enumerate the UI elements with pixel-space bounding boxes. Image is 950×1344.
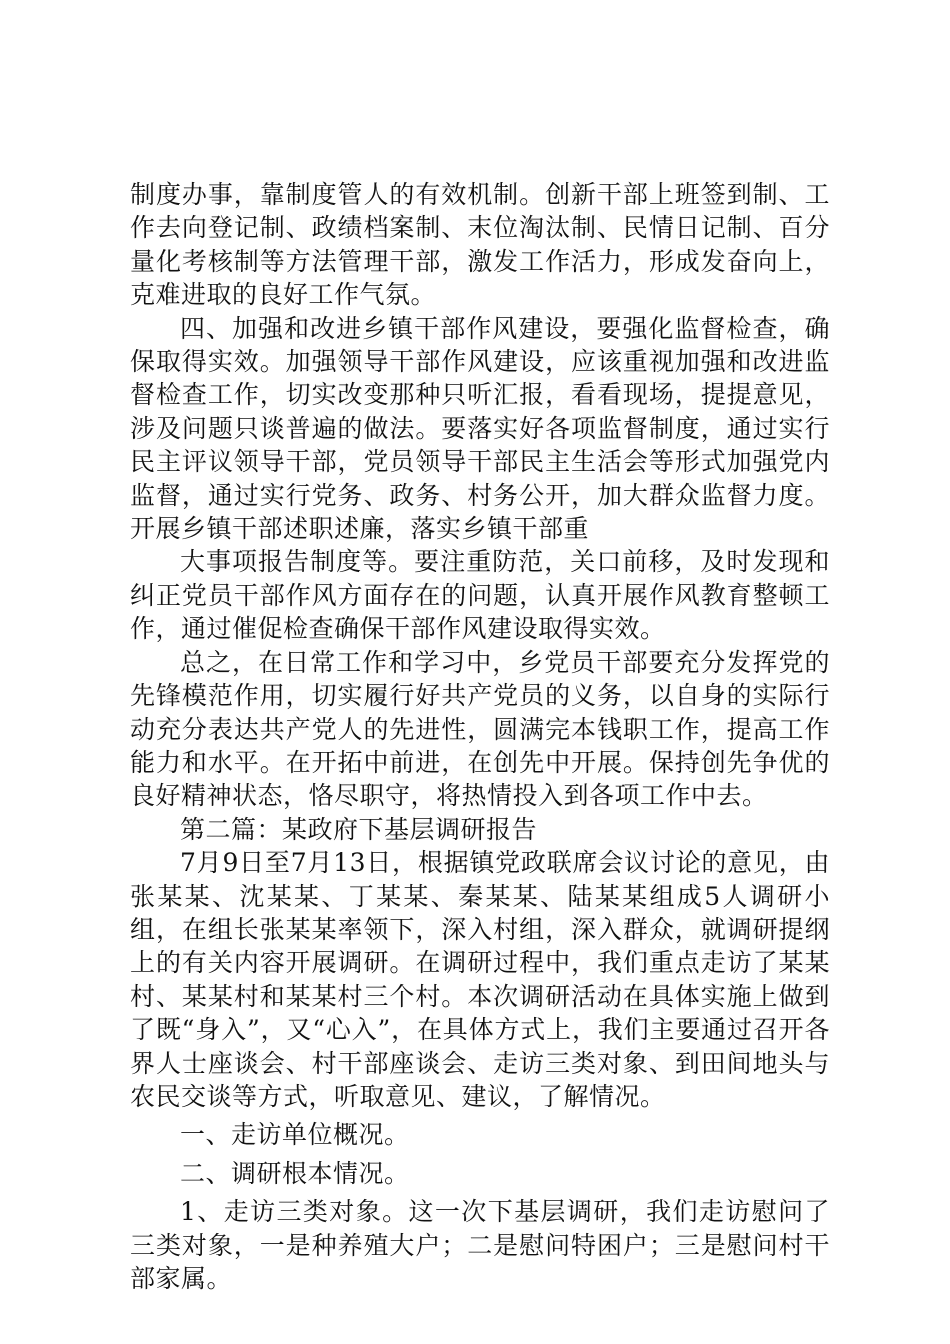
paragraph-conclusion: 总之，在日常工作和学习中，乡党员干部要充分发挥党的先锋模范作用，切实履行好共产党员的义务，以自身的实际行动充分表达共产党人的先进性，圆满完本钱职工作，提高工作能力和水平。在开拓中前进，在创先中开展。保持创先争优的良好精神状态，恪尽职守，将热情投入到各项工作中去。 [130, 647, 830, 811]
paragraph-research-overview: 7月9日至7月13日，根据镇党政联席会议讨论的意见，由张某某、沈某某、丁某某、秦某某、陆某某组成5人调研小组，在组长张某某率领下，深入村组，深入群众，就调研提纲上的有关内容开展调研。在调研过程中，我们重点走访了某某村、某某村和某某村三个村。本次调研活动在具体实施上做到了既“身入”，又“心入”，在具体方式上，我们主要通过召开各界人士座谈会、村干部座谈会、走访三类对象、到田间地头与农民交谈等方式，听取意见、建议，了解情况。 [130, 848, 830, 1111]
subheading-visited-units: 一、走访单位概况。 [180, 1120, 410, 1150]
paragraph-institution-mechanism: 制度办事，靠制度管人的有效机制。创新干部上班签到制、工作去向登记制、政绩档案制、末位淘汰制、民情日记制、百分量化考核制等方法管理干部，激发工作活力，形成发奋向上，克难进取的良好工作气氛。 [130, 180, 830, 310]
subheading-basic-situation: 二、调研根本情况。 [180, 1158, 410, 1188]
document-page [130, 178, 830, 1295]
paragraph-three-target-groups: 1、走访三类对象。这一次下基层调研，我们走访慰问了三类对象，一是种养殖大户；二是慰问特困户；三是慰问村干部家属。 [130, 1197, 830, 1293]
paragraph-major-matters-report: 大事项报告制度等。要注重防范，关口前移，及时发现和纠正党员干部作风方面存在的问题，认真开展作风教育整顿工作，通过催促检查确保干部作风建设取得实效。 [130, 547, 830, 644]
section-heading-part-two: 第二篇：某政府下基层调研报告 [180, 814, 538, 844]
paragraph-supervision: 四、加强和改进乡镇干部作风建设，要强化监督检查，确保取得实效。加强领导干部作风建设，应该重视加强和改进监督检查工作，切实改变那种只听汇报，看看现场，提提意见，涉及问题只谈普遍的做法。要落实好各项监督制度，通过实行民主评议领导干部，党员领导干部民主生活会等形式加强党内监督，通过实行党务、政务、村务公开，加大群众监督力度。开展乡镇干部述职述廉，落实乡镇干部重 [130, 313, 830, 544]
